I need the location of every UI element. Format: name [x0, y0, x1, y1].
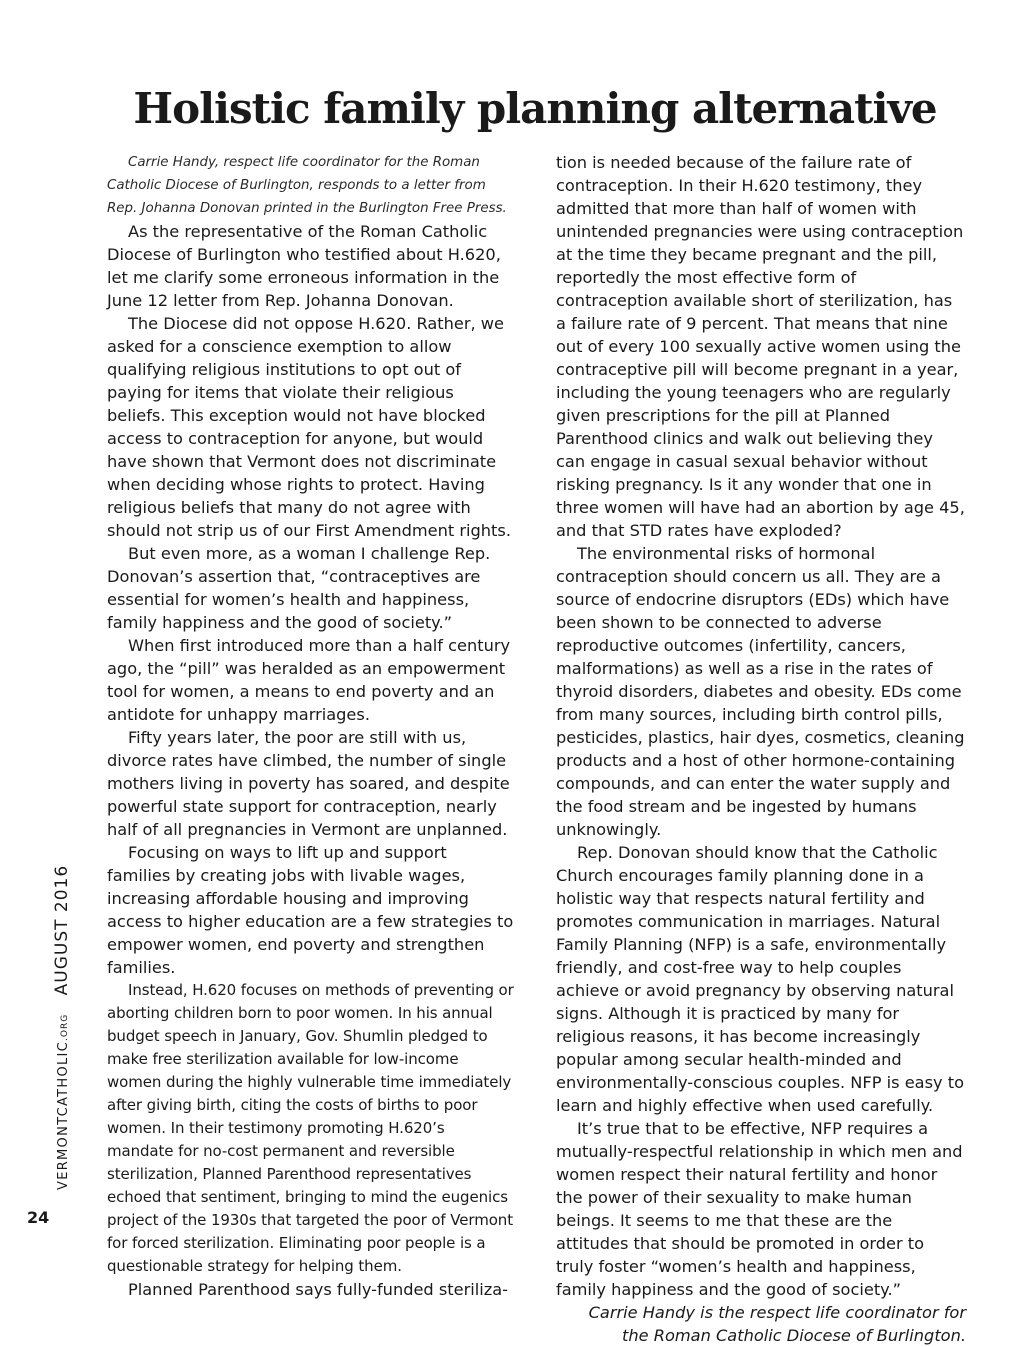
issue-sidebar [52, 864, 82, 1190]
site-name: VERMONTCATHOLIC [56, 1040, 71, 1190]
paragraph: But even more, as a woman I challenge Rep. Donovan’s assertion that, “contraceptives are essential for women’s health and happiness, family happiness and the good of society.” [107, 544, 491, 632]
article-title: Holistic family planning alternative [133, 84, 937, 133]
paragraph: Planned Parenthood says fully-funded steriliza- [128, 1280, 509, 1299]
paragraph: Fifty years later, the poor are still with us, divorce rates have climbed, the number of single mothers living in poverty has soared, and despite powerful state support for contraception, nearly half of all pregnancies in Vermont are unplanned. [107, 728, 510, 839]
author-signoff: Carrie Handy is the respect life coordinator for the Roman Catholic Diocese of Burlington. [588, 1303, 966, 1345]
article-intro: Carrie Handy, respect life coordinator for the Roman Catholic Diocese of Burlington, responds to a letter from Rep. Johanna Donovan printed in the Burlington Free Press. [107, 155, 507, 216]
paragraph: The Diocese did not oppose H.620. Rather, we asked for a conscience exemption to allow qualifying religious institutions to opt out of paying for items that violate their religious beliefs. This exception would not have blocked access to contraception for anyone, but would have shown that Vermont does not discriminate when deciding whose rights to protect. Having religious beliefs that many do not agree with should not strip us of our First Amendment rights. [107, 314, 511, 540]
paragraph: As the representative of the Roman Catholic Diocese of Burlington who testified about H.620, let me clarify some erroneous information in the June 12 letter from Rep. Johanna Donovan. [107, 222, 501, 310]
paragraph: Focusing on ways to lift up and support families by creating jobs with livable wages, increasing affordable housing and improving access to higher education are a few strategies to empower women, end poverty and strengthen families. [107, 843, 514, 977]
issue-date: AUGUST 2016 [52, 864, 72, 996]
left-column [107, 151, 515, 1301]
paragraph: When first introduced more than a half century ago, the “pill” was heralded as an empowerment tool for women, a means to end poverty and an antidote for unhappy marriages. [107, 636, 511, 724]
paragraph: It’s true that to be effective, NFP requires a mutually-respectful relationship in which men and women respect their natural fertility and honor the power of their sexuality to make human beings. It seems to me that these are the attitudes that should be promoted in order to truly foster “women’s health and happiness, family happiness and the good of society.” [556, 1119, 963, 1299]
paragraph: Instead, H.620 focuses on methods of preventing or aborting children born to poor women. In his annual budget speech in January, Gov. Shumlin pledged to make free sterilization available for low-income women during the highly vulnerable time immediately after giving birth, citing the costs of births to poor women. In their testimony promoting H.620’s mandate for no-cost permanent and reversible sterilization, Planned Parenthood representatives echoed that sentiment, bringing to mind the eugenics project of the 1930s that targeted the poor of Vermont for forced sterilization. Eliminating poor people is a questionable strategy for helping them. [107, 981, 514, 1275]
paragraph: tion is needed because of the failure rate of contraception. In their H.620 testimony, they admitted that more than half of women with unintended pregnancies were using contraception at the time they became pregnant and the pill, reportedly the most effective form of contraception available short of sterilization, has a failure rate of 9 percent. That means that nine out of every 100 sexually active women using the contraceptive pill will become pregnant in a year, including the young teenagers who are regularly given prescriptions for the pill at Planned Parenthood clinics and walk out believing they can engage in casual sexual behavior without risking pregnancy. Is it any wonder that one in three women will have had an abortion by age 45, and that STD rates have exploded? [556, 153, 965, 540]
right-column [556, 151, 966, 1347]
site-tld: .ORG [60, 1013, 70, 1041]
paragraph: Rep. Donovan should know that the Catholic Church encourages family planning done in a holistic way that respects natural fertility and promotes communication in marriages. Natural Family Planning (NFP) is a safe, environmentally friendly, and cost-free way to help couples achieve or avoid pregnancy by observing natural signs. Although it is practiced by many for religious reasons, it has become increasingly popular among secular health-minded and environmentally-conscious couples. NFP is easy to learn and highly effective when used carefully. [556, 843, 964, 1115]
page-number: 24 [27, 1208, 50, 1227]
paragraph: The environmental risks of hormonal contraception should concern us all. They are a source of endocrine disruptors (EDs) which have been shown to be connected to adverse reproductive outcomes (infertility, cancers, malformations) as well as a rise in the rates of thyroid disorders, diabetes and obesity. EDs come from many sources, including birth control pills, pesticides, plastics, hair dyes, cosmetics, cleaning products and a host of other hormone-containing compounds, and can enter the water supply and the food stream and be ingested by humans unknowingly. [556, 544, 965, 839]
